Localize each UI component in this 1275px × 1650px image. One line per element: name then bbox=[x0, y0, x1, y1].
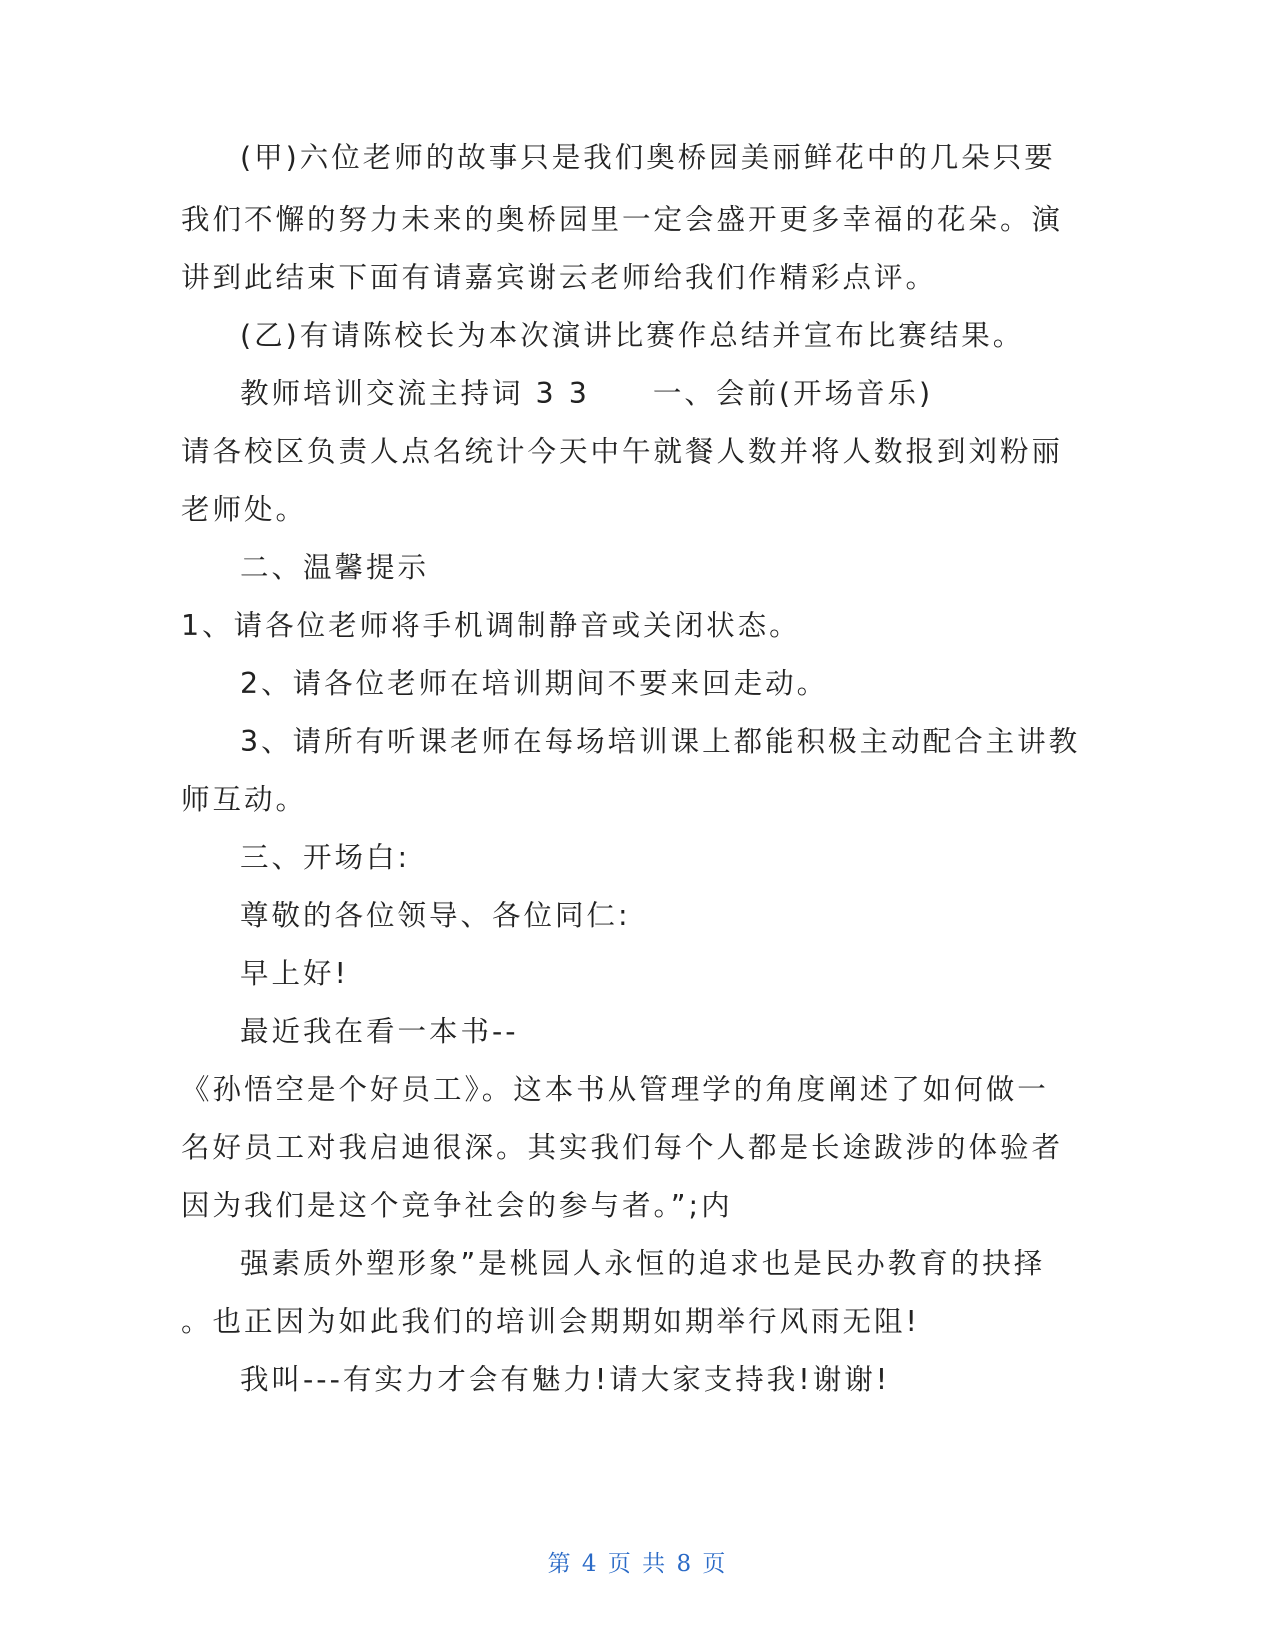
paragraph-line: 老师处。 bbox=[181, 493, 308, 526]
paragraph-line: 《孙悟空是个好员工》。这本书从管理学的角度阐述了如何做一 bbox=[181, 1073, 1049, 1106]
paragraph-line: 名好员工对我启迪很深。其实我们每个人都是长途跋涉的体验者 bbox=[181, 1131, 1064, 1164]
section-heading: 三、开场白: bbox=[240, 841, 411, 874]
paragraph-line: 我们不懈的努力未来的奥桥园里一定会盛开更多幸福的花朵。演 bbox=[181, 203, 1064, 236]
paragraph-line: 请各校区负责人点名统计今天中午就餐人数并将人数报到刘粉丽 bbox=[181, 435, 1064, 468]
paragraph-line: (乙)有请陈校长为本次演讲比赛作总结并宣布比赛结果。 bbox=[240, 319, 1025, 352]
section-heading: 教师培训交流主持词 3 3 一、会前(开场音乐) bbox=[240, 377, 934, 410]
paragraph-line: 我叫---有实力才会有魅力!请大家支持我!谢谢! bbox=[240, 1363, 891, 1396]
list-item: 2、请各位老师在培训期间不要来回走动。 bbox=[240, 667, 829, 700]
paragraph-line: 尊敬的各位领导、各位同仁: bbox=[240, 899, 631, 932]
paragraph-line: 早上好! bbox=[240, 957, 349, 990]
paragraph-line: 因为我们是这个竞争社会的参与者。”;内 bbox=[181, 1189, 733, 1222]
paragraph-line: 。也正因为如此我们的培训会期期如期举行风雨无阻! bbox=[181, 1305, 920, 1338]
paragraph-line: 师互动。 bbox=[181, 783, 308, 816]
paragraph-line: 讲到此结束下面有请嘉宾谢云老师给我们作精彩点评。 bbox=[181, 261, 938, 294]
list-item: 1、请各位老师将手机调制静音或关闭状态。 bbox=[181, 609, 801, 642]
paragraph-line: 最近我在看一本书-- bbox=[240, 1015, 519, 1048]
page-number-footer: 第 4 页 共 8 页 bbox=[547, 1551, 728, 1577]
paragraph-line: (甲)六位老师的故事只是我们奥桥园美丽鲜花中的几朵只要 bbox=[240, 141, 1056, 174]
section-heading: 二、温馨提示 bbox=[240, 551, 430, 584]
list-item: 3、请所有听课老师在每场培训课上都能积极主动配合主讲教 bbox=[240, 725, 1081, 758]
paragraph-line: 强素质外塑形象”是桃园人永恒的追求也是民办教育的抉择 bbox=[240, 1247, 1046, 1280]
